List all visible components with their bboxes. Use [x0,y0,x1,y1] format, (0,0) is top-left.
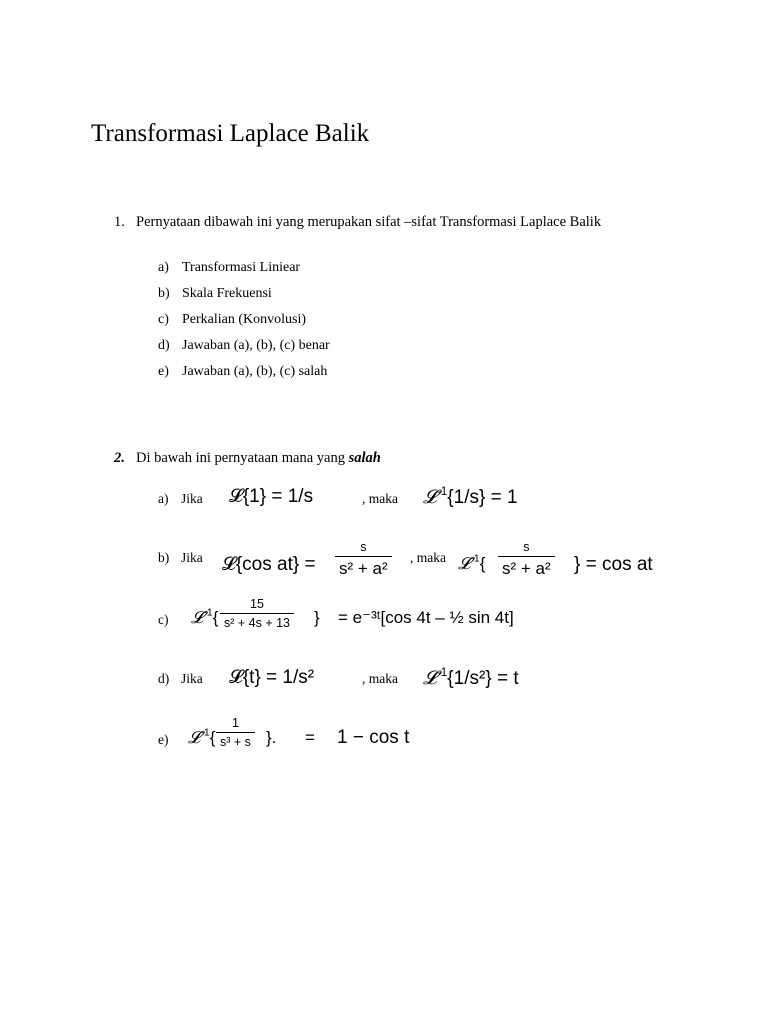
formula-c-fraction [220,597,294,630]
option-e [158,364,327,380]
jika-label: Jika [181,671,203,686]
option-letter: c) [158,312,169,327]
formula-e-rhs: 1 − cos t [337,727,410,748]
option-text: Skala Frekuensi [182,286,272,301]
option-letter: a) [158,260,169,275]
option-text: Transformasi Liniear [182,260,301,275]
question-text: Di bawah ini pernyataan mana yang [136,450,349,466]
option-letter: e) [158,732,169,747]
formula-b-fraction [335,540,392,579]
option-d [158,338,330,354]
formula-c-rhs: = e⁻³ᵗ[cos 4t – ½ sin 4t] [338,608,514,627]
denominator: s³ + s [216,732,255,749]
option-letter: c) [158,612,169,627]
option-text: Jawaban (a), (b), (c) salah [182,364,328,379]
numerator: s [523,540,530,554]
numerator: 1 [231,716,239,730]
formula-b-right-end: } = cos at [574,554,653,575]
numerator: 15 [250,597,264,611]
formula-c-start: 𝓛$^{-1}${ [191,606,219,628]
denominator: s² + 4s + 13 [220,613,294,630]
equals-sign: = [305,728,315,747]
formula-a-left: 𝓛{1} = 1/s [229,486,314,507]
formula-e-fraction [216,716,255,749]
denominator: s² + a² [498,556,555,579]
jika-label: Jika [181,550,203,565]
formula-b-right-fraction [498,540,555,579]
formula-d-left: 𝓛{t} = 1/s² [229,667,315,688]
question-2 [114,450,381,467]
option-b [158,286,272,302]
formula-e-close: }. [266,728,277,747]
option-c [158,312,306,328]
question-emphasis: salah [348,450,381,466]
denominator: s² + a² [335,556,392,579]
question-number: 1. [114,214,125,230]
option-letter: d) [158,338,170,353]
formula-d-right: 𝓛$^{-1}${1/s²} = t [423,665,519,689]
maka-label: , maka [410,550,446,565]
formula-a-right: 𝓛$^{-1}${1/s} = 1 [423,484,518,508]
question-number: 2. [114,450,125,466]
formula-b-right-start: 𝓛$^{-1}${ [458,552,486,574]
question-text: Pernyataan dibawah ini yang merupakan sifat –sifat Transformasi Laplace Balik [136,214,602,230]
question-1 [114,214,601,231]
option-a [158,260,300,276]
page-title: Transformasi Laplace Balik [91,120,370,147]
formula-b-left: 𝓛{cos at} = [222,554,316,575]
option-text: Jawaban (a), (b), (c) benar [182,338,330,353]
maka-label: , maka [362,671,398,686]
option-letter: b) [158,550,170,565]
formula-e-start: 𝓛$^{-1}${ [188,726,216,748]
option-letter: a) [158,491,169,506]
formula-c-close: } [314,608,320,627]
option-letter: e) [158,364,169,379]
option-letter: b) [158,286,170,301]
option-text: Perkalian (Konvolusi) [182,312,307,327]
numerator: s [360,540,367,554]
maka-label: , maka [362,491,398,506]
option-letter: d) [158,671,170,686]
jika-label: Jika [181,491,203,506]
